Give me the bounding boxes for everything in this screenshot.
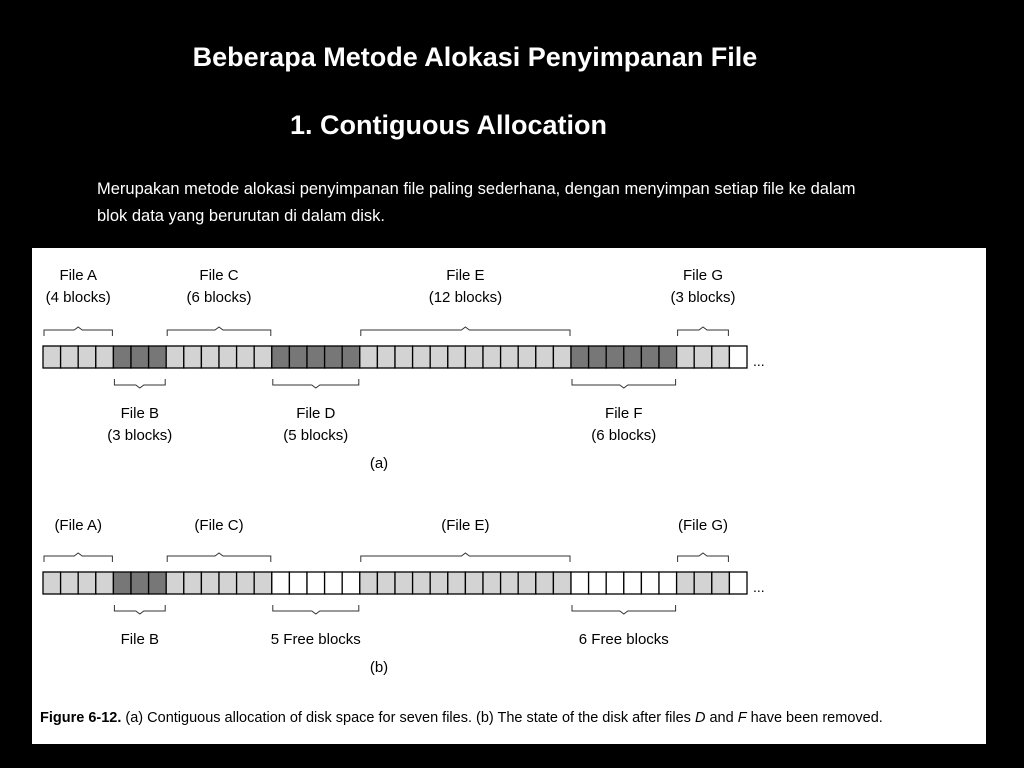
caption-file-d: D [694,710,706,726]
a-label-file-g: File G [682,267,724,284]
a-size-file-f: (6 blocks) [591,427,657,444]
b-brace-file-g [678,553,729,562]
a-size-file-a: (4 blocks) [45,289,111,306]
a-brace-file-c [167,327,271,336]
a-disk-block-8 [184,346,202,368]
b-disk-block-20 [395,572,413,594]
b-disk-block-9 [201,572,219,594]
slide-subtitle: 1. Contiguous Allocation [290,110,607,140]
b-disk-block-37 [694,572,712,594]
a-disk-block-19 [377,346,395,368]
b-disk-block-19 [377,572,395,594]
b-disk-block-25 [483,572,501,594]
a-brace-file-d [273,379,359,388]
a-disk-block-9 [201,346,219,368]
a-disk-block-39 [729,346,747,368]
a-disk-block-36 [677,346,695,368]
b-disk-block-14 [289,572,307,594]
a-disk-block-22 [430,346,448,368]
b-disk-block-21 [413,572,431,594]
a-size-file-c: (6 blocks) [186,289,252,306]
panel-b [43,517,765,648]
b-disk-block-24 [465,572,483,594]
a-disk-block-17 [342,346,360,368]
a-label-file-c: File C [199,267,239,284]
caption-part3: have been removed. [746,710,883,726]
slide-description: Merupakan metode alokasi penyimpanan file paling sederhana, dengan menyimpan setiap file ke dalam blok data yang berurutan di dalam disk. [97,180,856,225]
a-disk-block-20 [395,346,413,368]
b-brace-6-free-blocks [572,605,676,614]
b-disk-block-11 [237,572,255,594]
b-label-file-a: (File A) [54,517,102,534]
a-disk-block-13 [272,346,290,368]
a-disk-block-33 [624,346,642,368]
a-disk-block-3 [96,346,114,368]
figure-panel [32,248,986,744]
b-brace-file-c [167,553,271,562]
a-disk-block-30 [571,346,589,368]
b-label-file-b: File B [120,631,159,648]
b-disk-block-18 [360,572,378,594]
a-size-file-g: (3 blocks) [670,289,736,306]
a-disk-block-18 [360,346,378,368]
a-disk-block-16 [325,346,343,368]
a-label-file-b: File B [120,405,159,422]
a-size-file-e: (12 blocks) [428,289,503,306]
b-disk-block-33 [624,572,642,594]
a-brace-file-a [44,327,112,336]
b-disk-block-10 [219,572,237,594]
b-disk-block-0 [43,572,61,594]
a-disk-block-11 [237,346,255,368]
a-disk-block-25 [483,346,501,368]
b-disk-block-4 [113,572,131,594]
a-disk-block-7 [166,346,184,368]
a-disk-block-21 [413,346,431,368]
b-disk-block-12 [254,572,272,594]
a-label-file-a: File A [59,267,97,284]
b-brace-file-a [44,553,112,562]
a-label-file-e: File E [446,267,485,284]
b-disk-block-27 [518,572,536,594]
a-size-file-d: (5 blocks) [283,427,349,444]
a-disk-block-0 [43,346,61,368]
b-disk-block-6 [149,572,167,594]
a-continuation-dots: ... [753,353,765,369]
disk-allocation-diagram [32,248,986,744]
a-disk-block-28 [536,346,554,368]
b-continuation-dots: ... [753,579,765,595]
slide-title: Beberapa Metode Alokasi Penyimpanan File [192,42,758,72]
a-disk-block-2 [78,346,96,368]
b-brace-5-free-blocks [273,605,359,614]
a-disk-block-1 [61,346,79,368]
b-disk-block-26 [501,572,519,594]
a-disk-block-38 [712,346,730,368]
b-disk-block-39 [729,572,747,594]
a-size-file-b: (3 blocks) [107,427,173,444]
b-disk-block-1 [61,572,79,594]
b-disk-block-13 [272,572,290,594]
a-disk-block-4 [113,346,131,368]
b-disk-block-32 [606,572,624,594]
b-label-6-free-blocks: 6 Free blocks [578,631,669,648]
a-disk-block-5 [131,346,149,368]
panel-a-label: (a) [369,455,389,472]
a-brace-file-b [114,379,165,388]
b-disk-block-30 [571,572,589,594]
a-label-file-d: File D [296,405,336,422]
b-disk-block-15 [307,572,325,594]
figure-caption [40,710,883,726]
b-disk-block-2 [78,572,96,594]
a-disk-block-29 [553,346,571,368]
b-disk-block-3 [96,572,114,594]
b-disk-block-5 [131,572,149,594]
a-disk-block-14 [289,346,307,368]
b-disk-block-7 [166,572,184,594]
a-disk-block-31 [589,346,607,368]
a-disk-block-15 [307,346,325,368]
b-disk-block-8 [184,572,202,594]
b-disk-block-22 [430,572,448,594]
b-disk-block-34 [641,572,659,594]
b-disk-block-28 [536,572,554,594]
a-disk-block-32 [606,346,624,368]
b-label-5-free-blocks: 5 Free blocks [270,631,361,648]
b-brace-file-e [361,553,570,562]
b-disk-block-31 [589,572,607,594]
b-disk-block-35 [659,572,677,594]
a-label-file-f: File F [605,405,643,422]
a-brace-file-g [678,327,729,336]
b-disk-block-36 [677,572,695,594]
a-brace-file-e [361,327,570,336]
a-disk-block-6 [149,346,167,368]
panel-b-label: (b) [369,659,389,676]
b-brace-file-b [114,605,165,614]
a-disk-block-10 [219,346,237,368]
b-disk-block-38 [712,572,730,594]
caption-file-f: F [737,710,747,726]
a-disk-block-12 [254,346,272,368]
a-disk-block-24 [465,346,483,368]
b-disk-block-16 [325,572,343,594]
b-label-file-c: (File C) [194,517,244,534]
b-label-file-g: (File G) [678,517,728,534]
caption-prefix: Figure 6-12. [40,710,122,726]
a-disk-block-34 [641,346,659,368]
panel-a [43,267,765,444]
a-disk-block-35 [659,346,677,368]
b-disk-block-23 [448,572,466,594]
a-disk-block-37 [694,346,712,368]
b-label-file-e: (File E) [441,517,490,534]
b-disk-block-17 [342,572,360,594]
caption-part1: (a) Contiguous allocation of disk space for seven files. (b) The state of the disk after files [121,710,695,726]
a-disk-block-23 [448,346,466,368]
caption-part2: and [705,710,738,726]
a-disk-block-27 [518,346,536,368]
a-disk-block-26 [501,346,519,368]
a-brace-file-f [572,379,676,388]
b-disk-block-29 [553,572,571,594]
